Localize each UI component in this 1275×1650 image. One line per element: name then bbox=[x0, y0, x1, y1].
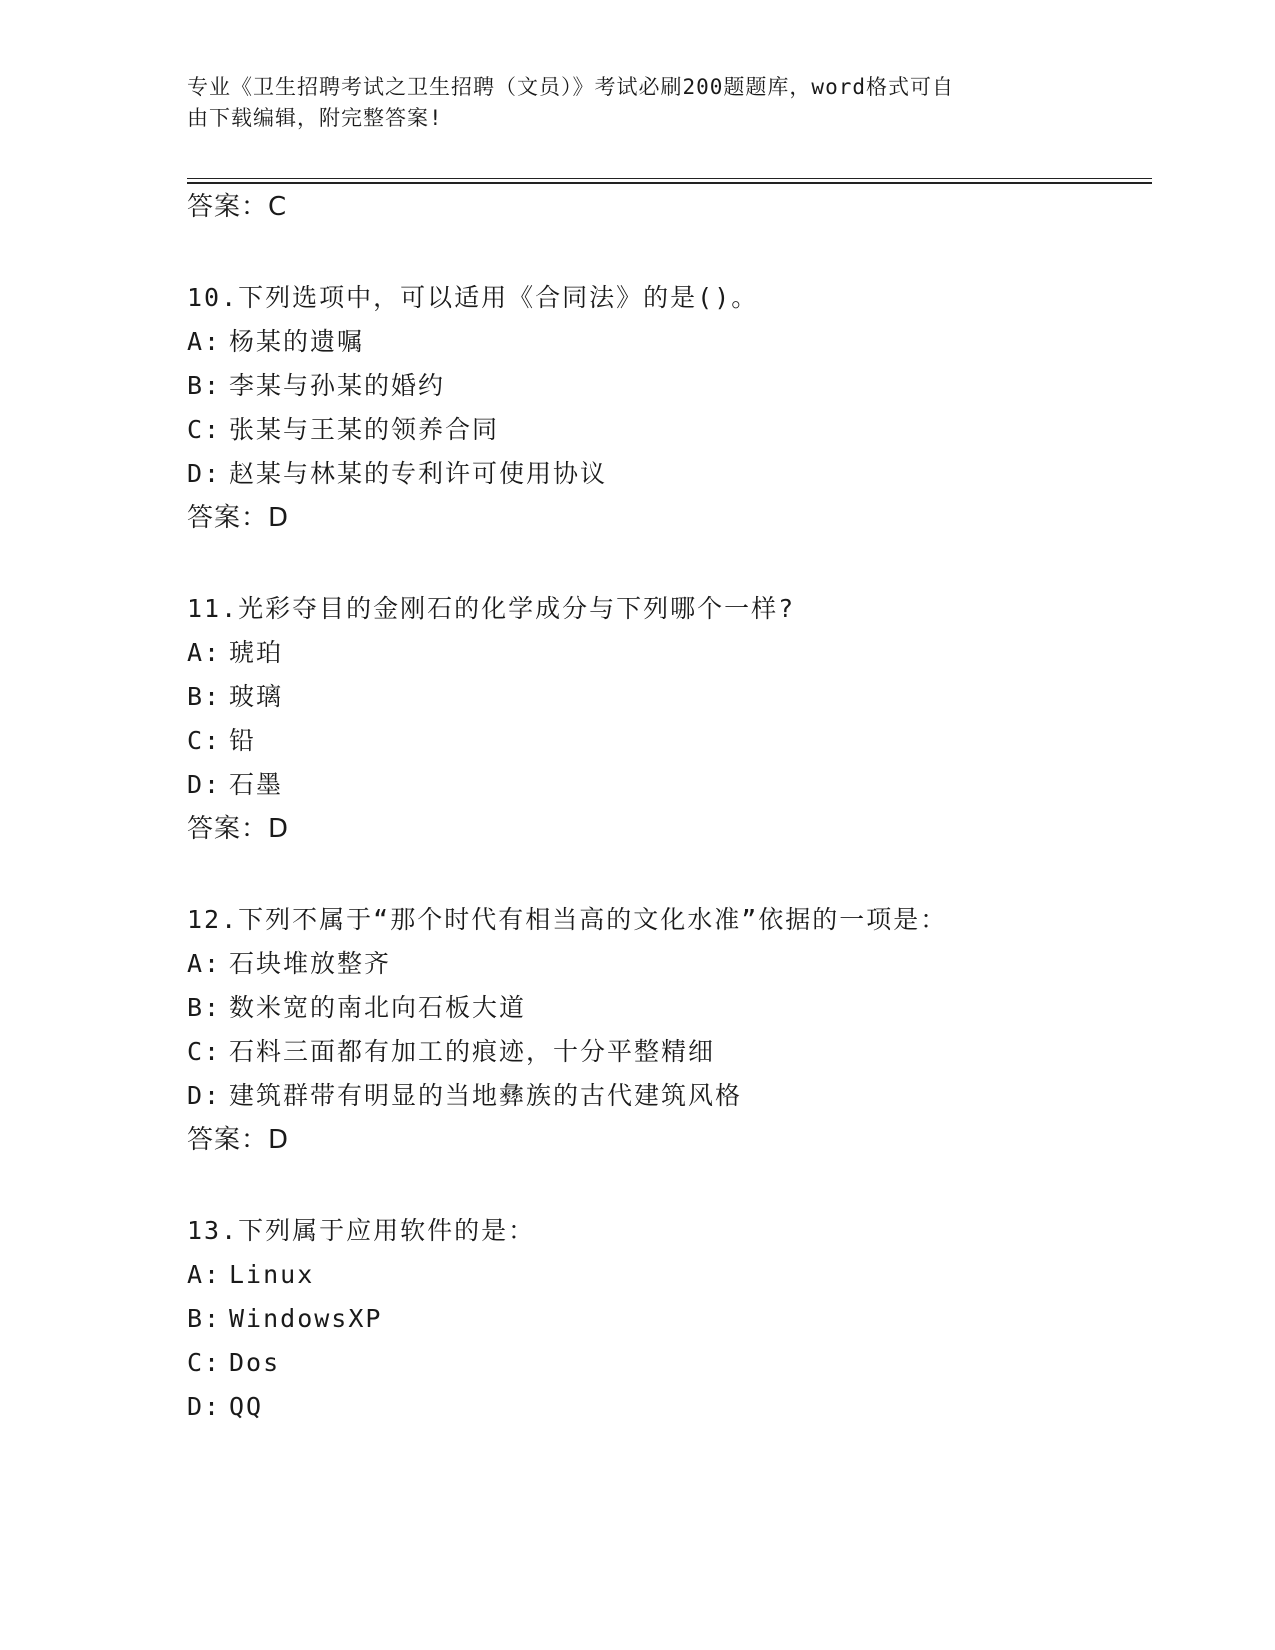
question-stem: 11.光彩夺目的金刚石的化学成分与下列哪个一样? bbox=[187, 594, 796, 623]
question-option bbox=[187, 726, 256, 756]
option-text: 李某与孙某的婚约 bbox=[229, 371, 446, 400]
question-option bbox=[187, 1081, 742, 1111]
question-option bbox=[187, 371, 445, 401]
option-key: B: bbox=[187, 682, 222, 711]
question-option bbox=[187, 1260, 314, 1290]
question-option bbox=[187, 770, 283, 800]
question-option bbox=[187, 993, 526, 1023]
option-key: B: bbox=[187, 993, 222, 1022]
option-key: C: bbox=[187, 1037, 222, 1066]
question-option bbox=[187, 415, 499, 445]
option-text: 张某与王某的领养合同 bbox=[229, 415, 500, 444]
option-key: D: bbox=[187, 459, 222, 488]
option-text: 石墨 bbox=[229, 770, 284, 799]
option-key: C: bbox=[187, 415, 222, 444]
answer-line: 答案：D bbox=[187, 1125, 290, 1155]
previous-answer: 答案：C bbox=[187, 192, 288, 222]
option-key: D: bbox=[187, 770, 222, 799]
option-text: 石料三面都有加工的痕迹，十分平整精细 bbox=[229, 1037, 716, 1066]
option-text: 玻璃 bbox=[229, 682, 284, 711]
header-line-1: 专业《卫生招聘考试之卫生招聘（文员）》考试必刷200题题库，word格式可自 bbox=[187, 75, 954, 99]
option-key: A: bbox=[187, 638, 222, 667]
question-stem: 13.下列属于应用软件的是： bbox=[187, 1216, 536, 1245]
option-text: QQ bbox=[229, 1392, 264, 1421]
option-text: 杨某的遗嘱 bbox=[229, 327, 365, 356]
option-text: 石块堆放整齐 bbox=[229, 949, 392, 978]
question-option bbox=[187, 1304, 382, 1334]
option-key: A: bbox=[187, 949, 222, 978]
option-text: 铅 bbox=[229, 726, 257, 755]
question-option bbox=[187, 949, 391, 979]
question-option bbox=[187, 1037, 715, 1067]
header-divider-thick bbox=[187, 182, 1152, 184]
question-option bbox=[187, 459, 607, 489]
option-text: 赵某与林某的专利许可使用协议 bbox=[229, 459, 608, 488]
header-divider-thin bbox=[187, 178, 1152, 179]
option-key: D: bbox=[187, 1392, 222, 1421]
option-key: B: bbox=[187, 1304, 222, 1333]
option-text: WindowsXP bbox=[229, 1304, 383, 1333]
answer-line: 答案：D bbox=[187, 503, 290, 533]
option-text: 琥珀 bbox=[229, 638, 284, 667]
answer-line: 答案：D bbox=[187, 814, 290, 844]
question-stem: 12.下列不属于“那个时代有相当高的文化水准”依据的一项是： bbox=[187, 905, 948, 934]
option-key: D: bbox=[187, 1081, 222, 1110]
option-key: C: bbox=[187, 1348, 222, 1377]
option-key: A: bbox=[187, 327, 222, 356]
header-line-2: 由下载编辑，附完整答案! bbox=[187, 106, 443, 130]
question-option bbox=[187, 638, 283, 668]
question-option bbox=[187, 327, 364, 357]
question-option bbox=[187, 682, 283, 712]
document-header bbox=[187, 72, 1067, 134]
option-key: C: bbox=[187, 726, 222, 755]
option-text: Dos bbox=[229, 1348, 281, 1377]
question-option bbox=[187, 1348, 280, 1378]
option-key: B: bbox=[187, 371, 222, 400]
option-text: 建筑群带有明显的当地彝族的古代建筑风格 bbox=[229, 1081, 743, 1110]
question-stem: 10.下列选项中，可以适用《合同法》的是()。 bbox=[187, 283, 759, 312]
question-option bbox=[187, 1392, 263, 1422]
option-key: A: bbox=[187, 1260, 222, 1289]
option-text: 数米宽的南北向石板大道 bbox=[229, 993, 527, 1022]
option-text: Linux bbox=[229, 1260, 315, 1289]
